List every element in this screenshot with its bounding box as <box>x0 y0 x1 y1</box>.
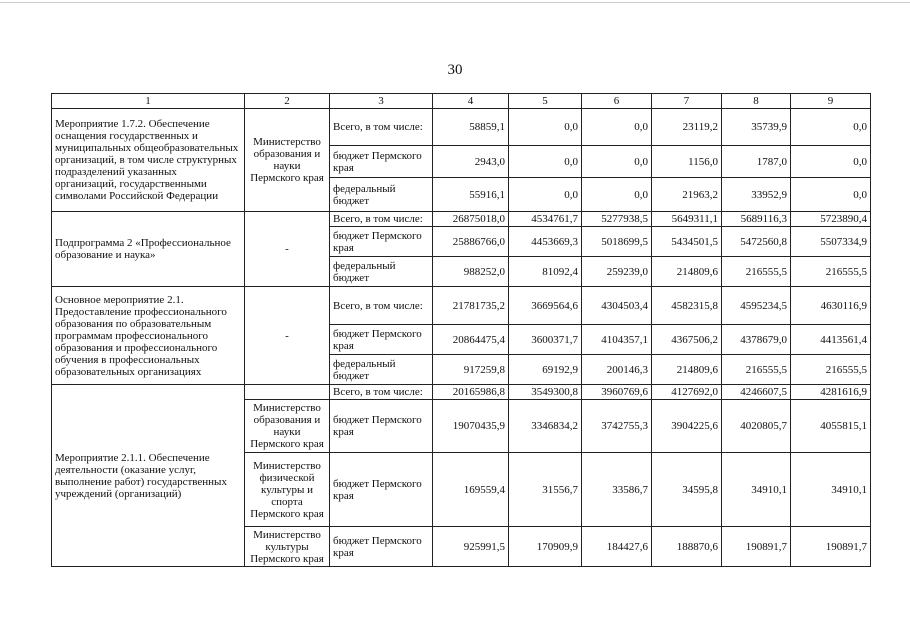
value-cell: 5507334,9 <box>791 227 871 257</box>
value-cell: 200146,3 <box>582 355 652 385</box>
executor-cell: Министерство культуры Пермского края <box>245 527 330 567</box>
executor-cell: Министерство физической культуры и спорта Пермского края <box>245 453 330 527</box>
event-name-cell: Подпрограмма 2 «Профессиональное образование и наука» <box>52 212 245 287</box>
funding-source-cell: Всего, в том числе: <box>330 385 433 400</box>
value-cell: 3549300,8 <box>509 385 582 400</box>
column-header: 4 <box>433 94 509 109</box>
value-cell: 81092,4 <box>509 257 582 287</box>
executor-cell: Министерство образования и науки Пермского края <box>245 109 330 212</box>
value-cell: 1787,0 <box>722 146 791 178</box>
value-cell: 184427,6 <box>582 527 652 567</box>
value-cell: 5434501,5 <box>652 227 722 257</box>
column-header: 2 <box>245 94 330 109</box>
value-cell: 69192,9 <box>509 355 582 385</box>
funding-source-cell: федеральный бюджет <box>330 257 433 287</box>
value-cell: 2943,0 <box>433 146 509 178</box>
value-cell: 4630116,9 <box>791 287 871 325</box>
event-name-cell: Мероприятие 2.1.1. Обеспечение деятельности (оказание услуг, выполнение работ) государственных учреждений (организаций) <box>52 385 245 567</box>
event-name-cell: Основное мероприятие 2.1. Предоставление профессионального образования по образовательным программам профессионального образования и профессионального обучения в профессиональных образовательных организациях <box>52 287 245 385</box>
value-cell: 1156,0 <box>652 146 722 178</box>
value-cell: 216555,5 <box>791 257 871 287</box>
value-cell: 190891,7 <box>722 527 791 567</box>
value-cell: 0,0 <box>791 178 871 212</box>
column-header: 1 <box>52 94 245 109</box>
funding-source-cell: Всего, в том числе: <box>330 109 433 146</box>
executor-cell-empty <box>245 385 330 400</box>
value-cell: 5277938,5 <box>582 212 652 227</box>
column-header: 6 <box>582 94 652 109</box>
column-header: 8 <box>722 94 791 109</box>
value-cell: 0,0 <box>791 146 871 178</box>
table-row <box>52 109 871 146</box>
value-cell: 3669564,6 <box>509 287 582 325</box>
column-header: 3 <box>330 94 433 109</box>
value-cell: 4413561,4 <box>791 325 871 355</box>
value-cell: 0,0 <box>582 109 652 146</box>
value-cell: 3346834,2 <box>509 400 582 453</box>
value-cell: 19070435,9 <box>433 400 509 453</box>
value-cell: 259239,0 <box>582 257 652 287</box>
value-cell: 169559,4 <box>433 453 509 527</box>
value-cell: 31556,7 <box>509 453 582 527</box>
value-cell: 3600371,7 <box>509 325 582 355</box>
value-cell: 5689116,3 <box>722 212 791 227</box>
value-cell: 4246607,5 <box>722 385 791 400</box>
value-cell: 34910,1 <box>722 453 791 527</box>
table-row <box>52 385 871 400</box>
value-cell: 55916,1 <box>433 178 509 212</box>
value-cell: 3742755,3 <box>582 400 652 453</box>
funding-source-cell: бюджет Пермского края <box>330 400 433 453</box>
event-name-cell: Мероприятие 1.7.2. Обеспечение оснащения государственных и муниципальных общеобразовательных организаций, в том числе структурных подразделений указанных организаций, государственными символами Российской Федерации <box>52 109 245 212</box>
value-cell: 26875018,0 <box>433 212 509 227</box>
value-cell: 4055815,1 <box>791 400 871 453</box>
funding-source-cell: Всего, в том числе: <box>330 212 433 227</box>
table-row <box>52 212 871 227</box>
column-header: 7 <box>652 94 722 109</box>
value-cell: 3960769,6 <box>582 385 652 400</box>
executor-cell: - <box>245 212 330 287</box>
value-cell: 25886766,0 <box>433 227 509 257</box>
header-row <box>52 94 871 109</box>
value-cell: 58859,1 <box>433 109 509 146</box>
value-cell: 4367506,2 <box>652 325 722 355</box>
funding-source-cell: бюджет Пермского края <box>330 146 433 178</box>
funding-source-cell: федеральный бюджет <box>330 355 433 385</box>
value-cell: 4378679,0 <box>722 325 791 355</box>
value-cell: 4104357,1 <box>582 325 652 355</box>
value-cell: 4582315,8 <box>652 287 722 325</box>
value-cell: 20864475,4 <box>433 325 509 355</box>
funding-source-cell: федеральный бюджет <box>330 178 433 212</box>
value-cell: 34595,8 <box>652 453 722 527</box>
value-cell: 4304503,4 <box>582 287 652 325</box>
value-cell: 216555,5 <box>722 355 791 385</box>
value-cell: 5018699,5 <box>582 227 652 257</box>
funding-source-cell: бюджет Пермского края <box>330 325 433 355</box>
value-cell: 0,0 <box>509 146 582 178</box>
value-cell: 5472560,8 <box>722 227 791 257</box>
executor-cell: Министерство образования и науки Пермского края <box>245 400 330 453</box>
funding-source-cell: бюджет Пермского края <box>330 227 433 257</box>
column-header: 5 <box>509 94 582 109</box>
value-cell: 4595234,5 <box>722 287 791 325</box>
value-cell: 988252,0 <box>433 257 509 287</box>
value-cell: 5649311,1 <box>652 212 722 227</box>
value-cell: 21963,2 <box>652 178 722 212</box>
budget-table <box>51 93 871 567</box>
value-cell: 188870,6 <box>652 527 722 567</box>
value-cell: 33586,7 <box>582 453 652 527</box>
value-cell: 34910,1 <box>791 453 871 527</box>
value-cell: 3904225,6 <box>652 400 722 453</box>
value-cell: 20165986,8 <box>433 385 509 400</box>
value-cell: 190891,7 <box>791 527 871 567</box>
value-cell: 5723890,4 <box>791 212 871 227</box>
value-cell: 917259,8 <box>433 355 509 385</box>
value-cell: 0,0 <box>582 146 652 178</box>
funding-source-cell: бюджет Пермского края <box>330 527 433 567</box>
value-cell: 4020805,7 <box>722 400 791 453</box>
value-cell: 21781735,2 <box>433 287 509 325</box>
value-cell: 214809,6 <box>652 355 722 385</box>
value-cell: 4453669,3 <box>509 227 582 257</box>
funding-source-cell: Всего, в том числе: <box>330 287 433 325</box>
value-cell: 4281616,9 <box>791 385 871 400</box>
value-cell: 4127692,0 <box>652 385 722 400</box>
value-cell: 170909,9 <box>509 527 582 567</box>
page-number: 30 <box>447 62 463 78</box>
column-header: 9 <box>791 94 871 109</box>
value-cell: 0,0 <box>582 178 652 212</box>
table-row <box>52 287 871 325</box>
value-cell: 216555,5 <box>722 257 791 287</box>
value-cell: 925991,5 <box>433 527 509 567</box>
value-cell: 33952,9 <box>722 178 791 212</box>
top-border <box>0 2 910 3</box>
value-cell: 23119,2 <box>652 109 722 146</box>
value-cell: 214809,6 <box>652 257 722 287</box>
executor-cell: - <box>245 287 330 385</box>
value-cell: 35739,9 <box>722 109 791 146</box>
value-cell: 0,0 <box>791 109 871 146</box>
value-cell: 216555,5 <box>791 355 871 385</box>
value-cell: 0,0 <box>509 109 582 146</box>
funding-source-cell: бюджет Пермского края <box>330 453 433 527</box>
value-cell: 0,0 <box>509 178 582 212</box>
value-cell: 4534761,7 <box>509 212 582 227</box>
